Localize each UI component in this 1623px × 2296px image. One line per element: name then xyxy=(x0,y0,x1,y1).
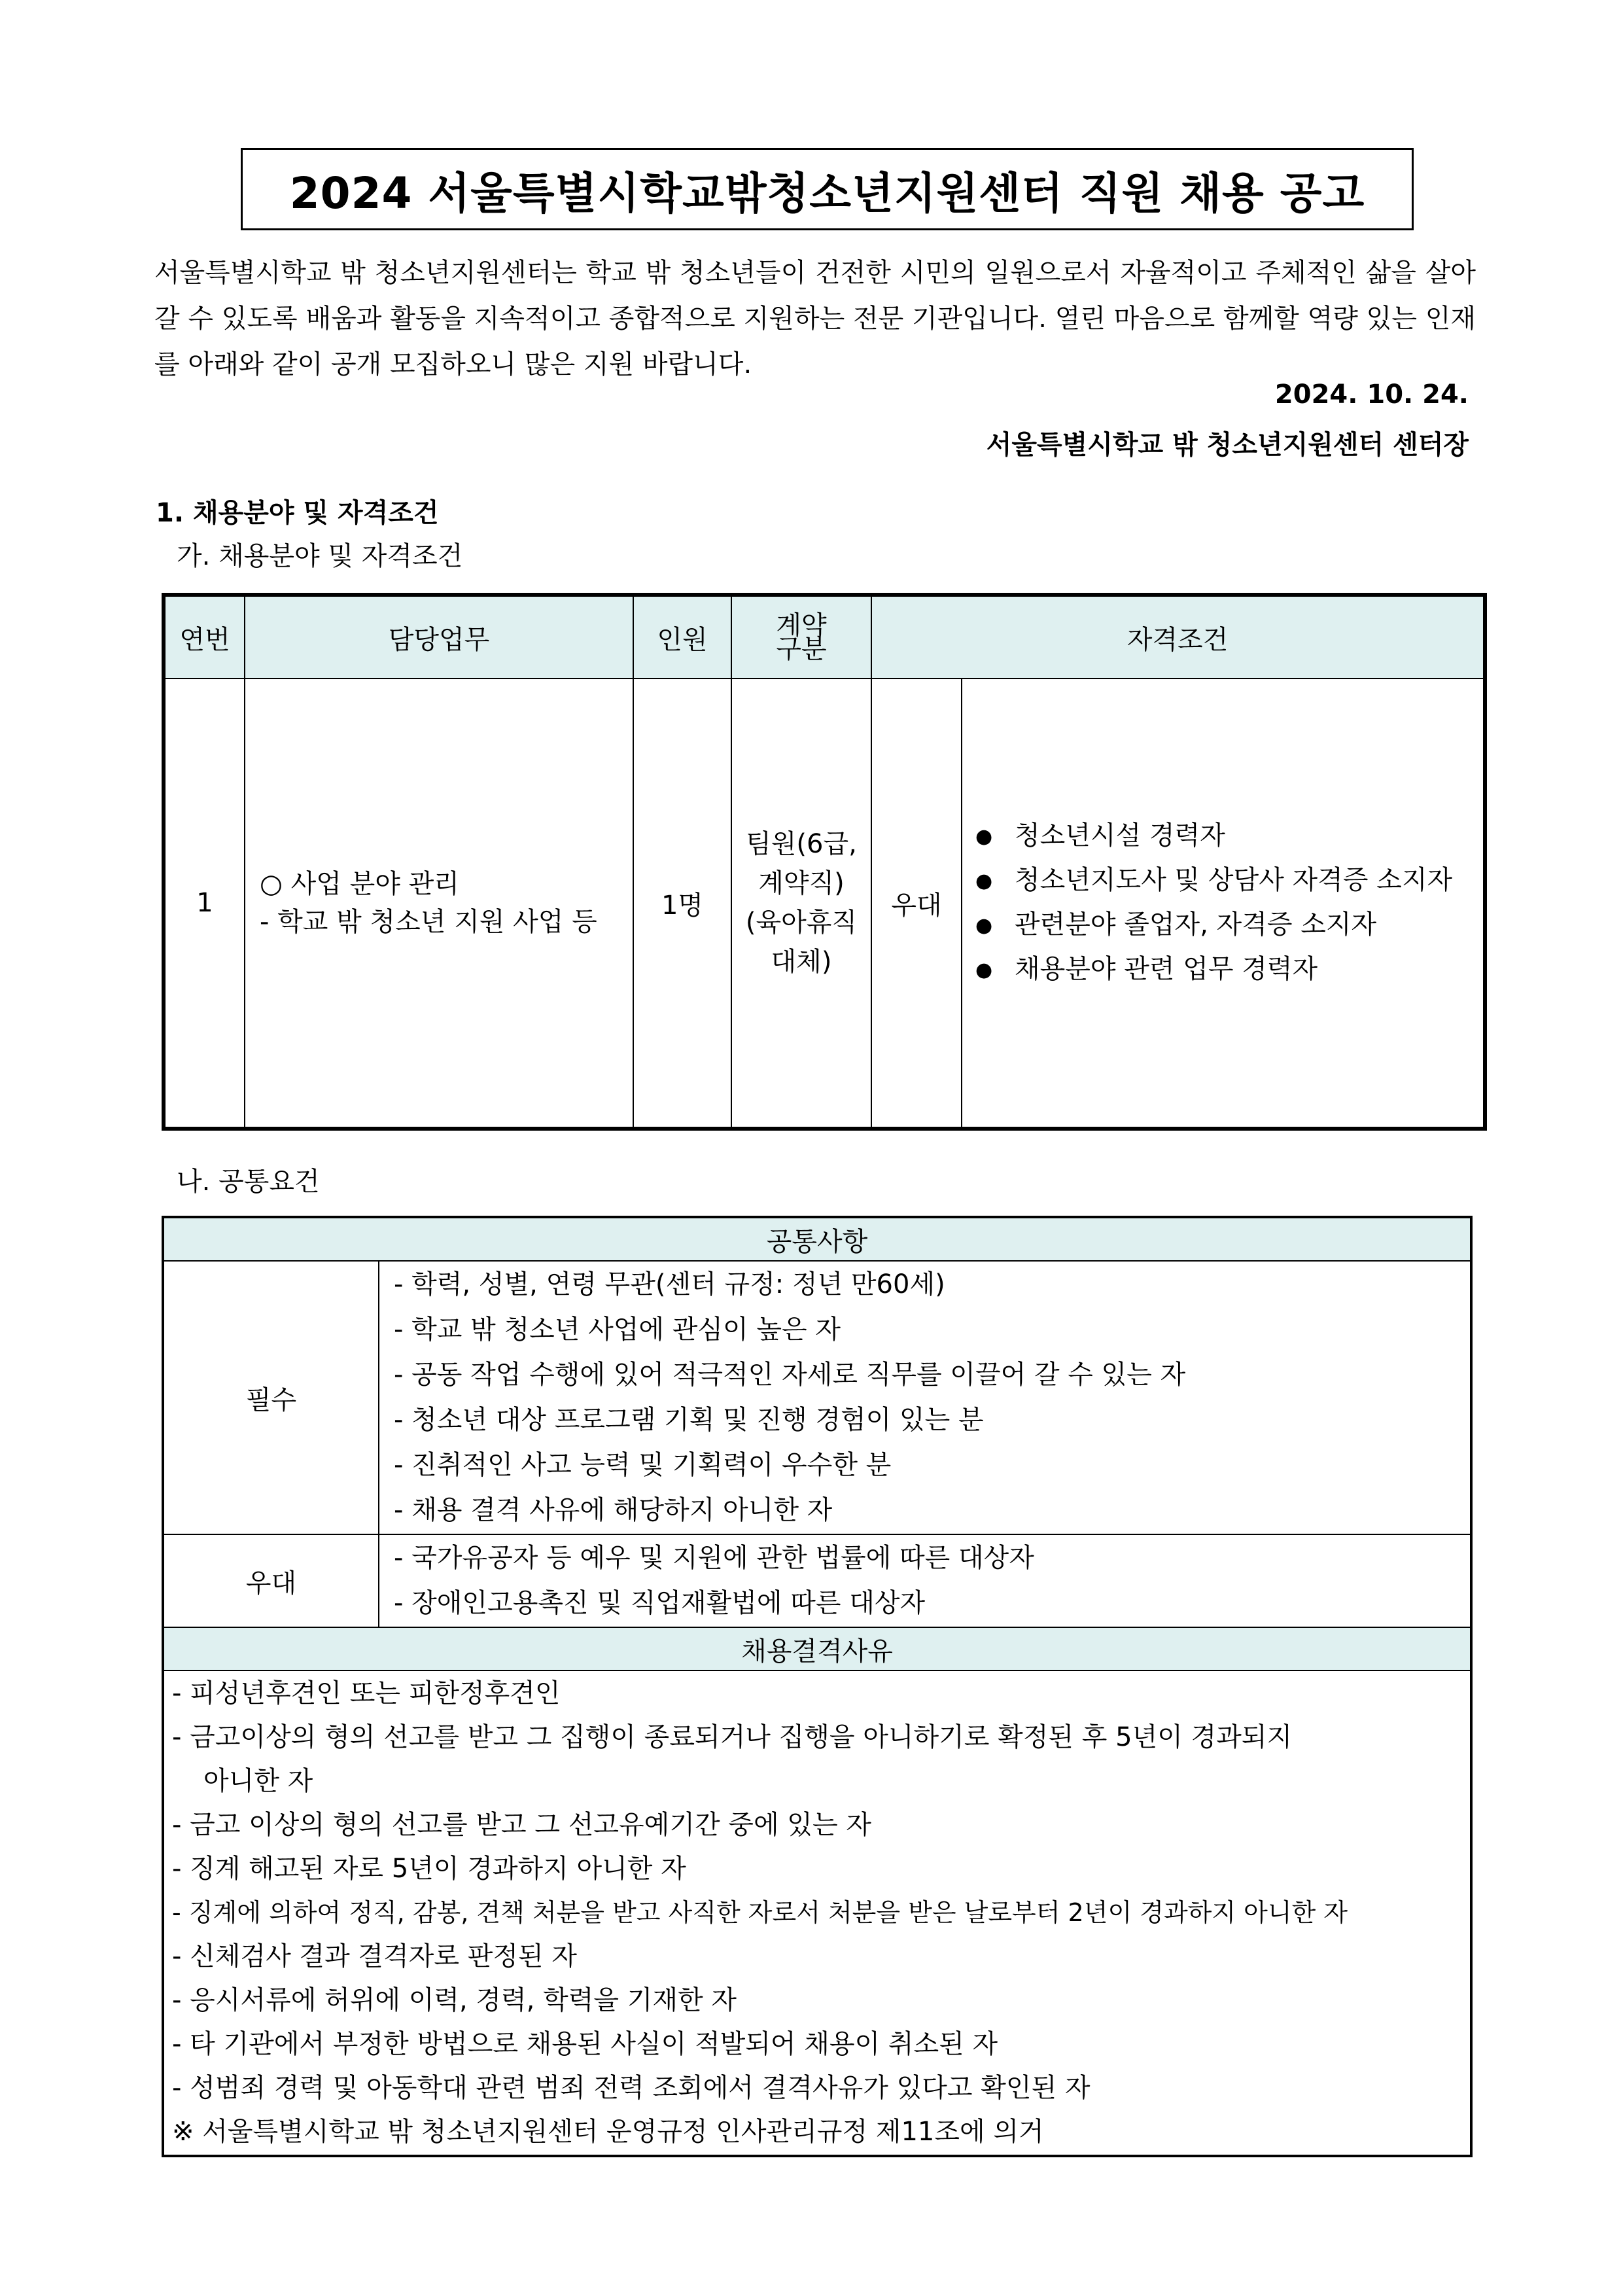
announcement-date: 2024. 10. 24. xyxy=(1274,380,1469,410)
subsection-heading-a: 가. 채용분야 및 자격조건 xyxy=(177,541,463,571)
required-list xyxy=(379,1261,1471,1534)
header-qualification: 자격조건 xyxy=(871,595,1485,679)
list-item: ● 청소년지도사 및 상담사 자격증 소지자 xyxy=(975,865,1453,895)
list-item: - 응시서류에 허위에 이력, 경력, 학력을 기재한 자 xyxy=(172,1985,737,2015)
list-item: - 타 기관에서 부정한 방법으로 채용된 사실이 적발되어 채용이 취소된 자 xyxy=(172,2029,998,2059)
list-item: ● 채용분야 관련 업무 경력자 xyxy=(975,954,1318,984)
list-item: - 국가유공자 등 예우 및 지원에 관한 법률에 따른 대상자 xyxy=(394,1543,1034,1573)
recruitment-table xyxy=(162,593,1487,1131)
list-item: - 장애인고용촉진 및 직업재활법에 따른 대상자 xyxy=(394,1588,926,1618)
list-item: - 금고이상의 형의 선고를 받고 그 집행이 종료되거나 집행을 아니하기로 확정된 후 5년이 경과되지 xyxy=(172,1722,1293,1752)
list-item: - 채용 결격 사유에 해당하지 아니한 자 xyxy=(394,1495,833,1525)
row-duty: ○ 사업 분야 관리 - 학교 밖 청소년 지원 사업 등 xyxy=(245,679,633,1129)
list-item: ● 관련분야 졸업자, 자격증 소지자 xyxy=(975,910,1377,940)
row-pref-label: 우대 xyxy=(871,679,962,1129)
common-header: 공통사항 xyxy=(163,1217,1471,1261)
list-item: - 피성년후견인 또는 피한정후견인 xyxy=(172,1678,561,1708)
required-label: 필수 xyxy=(163,1261,379,1534)
list-item: 아니한 자 xyxy=(203,1766,313,1796)
table-row xyxy=(164,679,1485,1129)
header-count: 인원 xyxy=(633,595,731,679)
table-header-row xyxy=(164,595,1485,679)
list-item: - 성범죄 경력 및 아동학대 관련 범죄 전력 조회에서 결격사유가 있다고 확인된 자 xyxy=(172,2073,1091,2103)
section-heading: 1. 채용분야 및 자격조건 xyxy=(156,498,439,528)
organization-signature: 서울특별시학교 밖 청소년지원센터 센터장 xyxy=(986,430,1469,460)
preferred-label: 우대 xyxy=(163,1534,379,1627)
list-item: - 징계에 의하여 정직, 감봉, 견책 처분을 받고 사직한 자로서 처분을 받은 날로부터 2년이 경과하지 아니한 자 xyxy=(172,1898,1348,1927)
list-item: ● 청소년시설 경력자 xyxy=(975,821,1225,851)
row-no: 1 xyxy=(164,679,245,1129)
common-requirements-table xyxy=(162,1216,1473,2157)
row-contract: 팀원(6급, 계약직) (육아휴직 대체) xyxy=(731,679,871,1129)
regulation-note: ※ 서울특별시학교 밖 청소년지원센터 운영규정 인사관리규정 제11조에 의거 xyxy=(172,2117,1044,2147)
list-item: - 청소년 대상 프로그램 기획 및 진행 경험이 있는 분 xyxy=(394,1405,984,1435)
disqualification-list xyxy=(163,1670,1471,2156)
preferred-list xyxy=(379,1534,1471,1627)
intro-paragraph: 서울특별시학교 밖 청소년지원센터는 학교 밖 청소년들이 건전한 시민의 일원으로서 자율적이고 주체적인 삶을 살아갈 수 있도록 배움과 활동을 지속적이고 종합적으로 지원하는 전문 기관입니다. 열린 마음으로 함께할 역량 있는 인재를 아래와 같이 공개 모집하오니 많은 지원 바랍니다. xyxy=(154,258,1476,380)
list-item: - 학력, 성별, 연령 무관(센터 규정: 정년 만60세) xyxy=(394,1269,945,1299)
subsection-heading-b: 나. 공통요건 xyxy=(177,1167,320,1197)
header-duty: 담당업무 xyxy=(245,595,633,679)
row-count: 1명 xyxy=(633,679,731,1129)
list-item: - 신체검사 결과 결격자로 판정된 자 xyxy=(172,1941,577,1971)
list-item: - 학교 밖 청소년 사업에 관심이 높은 자 xyxy=(394,1315,841,1345)
list-item: - 진취적인 사고 능력 및 기획력이 우수한 분 xyxy=(394,1450,892,1480)
header-no: 연번 xyxy=(164,595,245,679)
row-preferences xyxy=(962,679,1485,1129)
list-item: - 징계 해고된 자로 5년이 경과하지 아니한 자 xyxy=(172,1854,686,1884)
list-item: - 금고 이상의 형의 선고를 받고 그 선고유예기간 중에 있는 자 xyxy=(172,1810,871,1840)
title-box xyxy=(241,148,1414,230)
disqualification-header: 채용결격사유 xyxy=(163,1627,1471,1670)
header-contract: 계약 구분 xyxy=(731,595,871,679)
list-item: - 공동 작업 수행에 있어 적극적인 자세로 직무를 이끌어 갈 수 있는 자 xyxy=(394,1360,1186,1390)
document-title: 2024 서울특별시학교밖청소년지원센터 직원 채용 공고 xyxy=(289,168,1365,219)
